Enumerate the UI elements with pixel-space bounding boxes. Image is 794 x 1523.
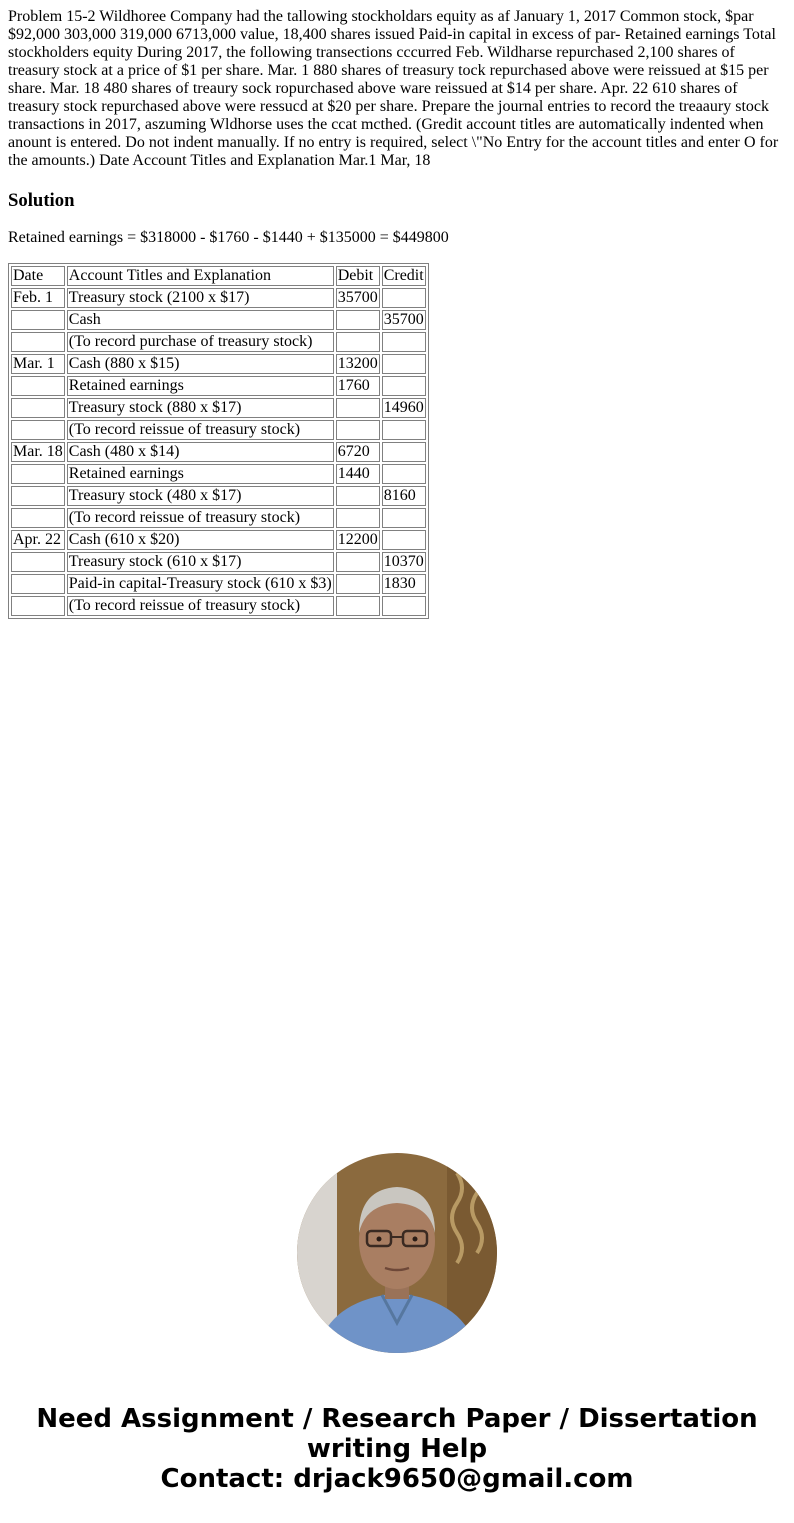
cell-credit <box>382 420 426 440</box>
cell-debit <box>336 332 380 352</box>
cell-account: Treasury stock (880 x $17) <box>67 398 334 418</box>
cell-credit <box>382 442 426 462</box>
cell-credit: 1830 <box>382 574 426 594</box>
cell-credit: 8160 <box>382 486 426 506</box>
cell-date <box>11 552 65 572</box>
header-account: Account Titles and Explanation <box>67 266 334 286</box>
cell-debit <box>336 508 380 528</box>
header-debit: Debit <box>336 266 380 286</box>
cell-debit <box>336 310 380 330</box>
table-row <box>11 508 426 528</box>
cell-account: Retained earnings <box>67 464 334 484</box>
cell-account: Treasury stock (480 x $17) <box>67 486 334 506</box>
cell-date: Apr. 22 <box>11 530 65 550</box>
cell-date <box>11 376 65 396</box>
cell-credit <box>382 530 426 550</box>
cell-date <box>11 332 65 352</box>
cell-date: Mar. 18 <box>13 443 63 460</box>
cell-credit <box>382 354 426 374</box>
problem-text: Problem 15-2 Wildhoree Company had the tallowing stockholdars equity as af January 1, 2017 Common stock, $par $92,000 303,000 319,000 6713,000 value, 18,400 shares issued Paid-in capital in excess of par- Retained earnings Total stockholders equity During 2017, the following transections cccurred Feb. Wildharse repurchased 2,100 shares of treasury stock at a price of $1 per share. Mar. 1 880 shares of treasury tock repurchased above were reissued at $15 per share. Mar. 18 480 shares of treaury sock ropurchased above ware reissued at $14 per share. Apr. 22 610 shares of treasury stock repurchased above were ressucd at $20 per share. Prepare the journal entries to record the treaaury stock transactions in 2017, aszuming Wldhorse uses the ccat mcthed. (Gredit account titles are automatically indented when anount is entered. Do not indent manually. If no entry is required, select \"No Entry for the account titles and enter O for the amounts.) Date Account Titles and Explanation Mar.1 Mar, 18 <box>8 8 779 169</box>
contact-email: Contact: drjack9650@gmail.com <box>160 1464 634 1494</box>
cell-credit: 14960 <box>383 399 424 416</box>
table-row <box>11 486 426 506</box>
cell-debit <box>336 486 380 506</box>
cell-account: Retained earnings <box>67 376 334 396</box>
contact-line-2: writing Help <box>306 1434 488 1464</box>
cell-account: Treasury stock (2100 x $17) <box>67 288 334 308</box>
cell-account: Cash (480 x $14) <box>67 442 334 462</box>
cell-credit <box>382 376 426 396</box>
table-row <box>11 420 426 440</box>
cell-debit: 6720 <box>336 442 380 462</box>
cell-date <box>11 508 65 528</box>
cell-debit <box>336 574 380 594</box>
cell-debit <box>336 420 380 440</box>
table-header-row <box>11 266 426 286</box>
cell-date <box>11 596 65 616</box>
cell-date: Mar. 1 <box>11 354 65 374</box>
cell-date <box>11 574 65 594</box>
table-row <box>11 574 426 594</box>
author-portrait-image <box>297 1153 497 1353</box>
table-row <box>11 442 426 462</box>
contact-line-1: Need Assignment / Research Paper / Dissertation <box>36 1404 758 1434</box>
table-row <box>11 310 426 330</box>
cell-account: (To record reissue of treasury stock) <box>67 508 334 528</box>
table-row <box>11 332 426 352</box>
cell-credit <box>382 464 426 484</box>
cell-credit <box>382 288 426 308</box>
cell-credit <box>382 596 426 616</box>
document-content <box>8 8 786 619</box>
table-row <box>11 354 426 374</box>
cell-credit: 10370 <box>383 553 424 570</box>
cell-debit <box>336 552 380 572</box>
cell-account: Treasury stock (610 x $17) <box>67 552 334 572</box>
cell-date <box>11 486 65 506</box>
cell-account: (To record purchase of treasury stock) <box>67 332 334 352</box>
solution-heading: Solution <box>8 190 75 211</box>
cell-date <box>11 464 65 484</box>
header-date: Date <box>11 266 65 286</box>
cell-debit: 12200 <box>337 531 378 548</box>
header-credit: Credit <box>383 267 424 284</box>
table-row <box>11 596 426 616</box>
table-row <box>11 464 426 484</box>
cell-debit <box>336 398 380 418</box>
cell-credit <box>382 332 426 352</box>
cell-debit <box>336 596 380 616</box>
journal-entries-table <box>8 263 429 619</box>
cell-debit: 13200 <box>337 355 378 372</box>
cell-account: Cash (880 x $15) <box>67 354 334 374</box>
table-row <box>11 530 426 550</box>
table-row <box>11 376 426 396</box>
table-row <box>11 398 426 418</box>
table-row <box>11 552 426 572</box>
retained-earnings-summary: Retained earnings = $318000 - $1760 - $1440 + $135000 = $449800 <box>8 229 449 246</box>
cell-account: Cash <box>67 310 334 330</box>
cell-account: (To record reissue of treasury stock) <box>67 420 334 440</box>
cell-date <box>11 398 65 418</box>
cell-debit: 1440 <box>336 464 380 484</box>
cell-account: Paid-in capital-Treasury stock (610 x $3) <box>68 575 332 592</box>
cell-date <box>11 310 65 330</box>
cell-debit: 35700 <box>337 289 378 306</box>
cell-date: Feb. 1 <box>11 288 65 308</box>
cell-debit: 1760 <box>336 376 380 396</box>
cell-account: (To record reissue of treasury stock) <box>67 596 334 616</box>
cell-credit: 35700 <box>383 311 424 328</box>
cell-date <box>11 420 65 440</box>
table-row <box>11 288 426 308</box>
cell-credit <box>382 508 426 528</box>
author-avatar <box>297 1153 497 1353</box>
cell-account: Cash (610 x $20) <box>67 530 334 550</box>
contact-banner <box>0 1404 794 1494</box>
